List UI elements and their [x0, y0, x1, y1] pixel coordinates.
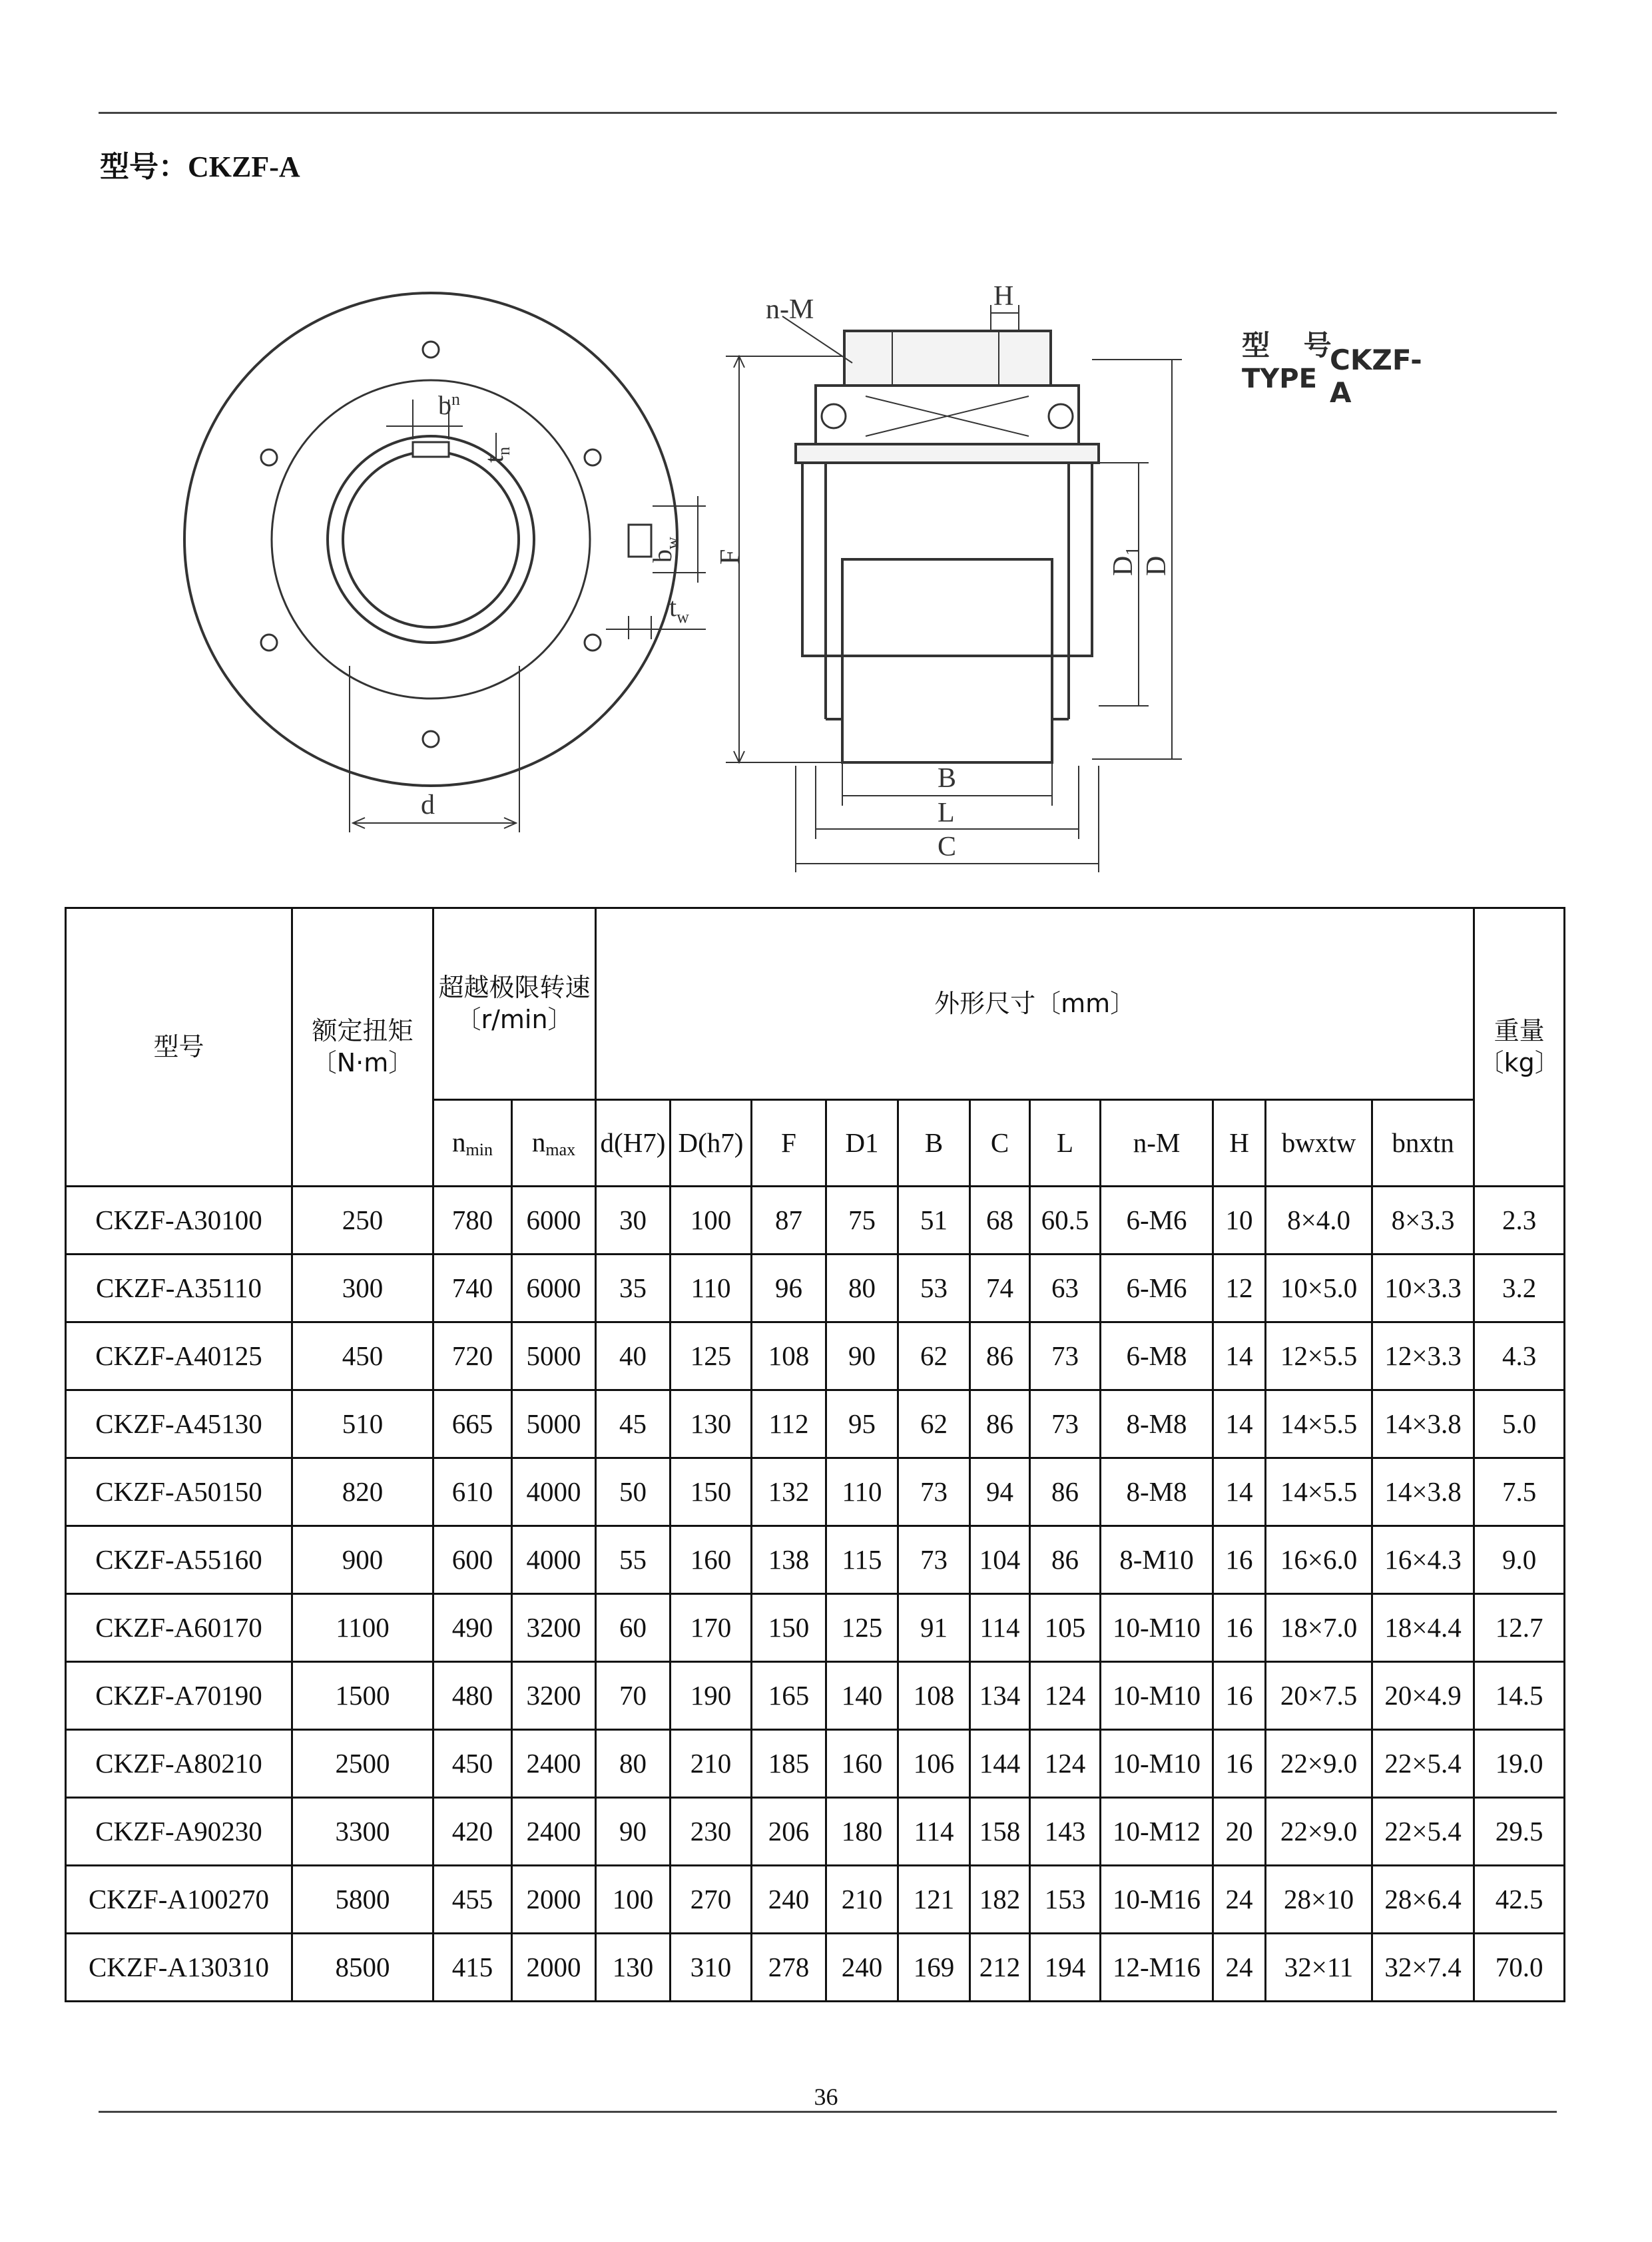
cell-bwtw: 14×5.5: [1266, 1458, 1372, 1526]
table-row: [66, 1390, 1565, 1458]
cell-nM: 10-M10: [1101, 1730, 1213, 1798]
header-torque-unit: 〔N·m〕: [311, 1047, 414, 1077]
cell-nmax: 3200: [512, 1594, 596, 1662]
cell-bntn: 8×3.3: [1372, 1187, 1474, 1255]
cell-nM: 8-M8: [1101, 1458, 1213, 1526]
cell-bwtw: 18×7.0: [1266, 1594, 1372, 1662]
cell-D: 125: [671, 1322, 752, 1390]
cell-weight: 19.0: [1474, 1730, 1565, 1798]
type-badge-model: CKZF-A: [1330, 344, 1422, 409]
cell-D1: 210: [826, 1866, 898, 1934]
cell-nM: 10-M10: [1101, 1662, 1213, 1730]
cell-L: 124: [1030, 1662, 1101, 1730]
cell-d: 35: [596, 1255, 671, 1322]
cell-D1: 80: [826, 1255, 898, 1322]
cell-bntn: 14×3.8: [1372, 1390, 1474, 1458]
label-C: C: [938, 832, 957, 862]
cell-weight: 14.5: [1474, 1662, 1565, 1730]
label-B: B: [938, 763, 957, 794]
cell-d: 130: [596, 1934, 671, 2002]
cell-bwtw: 10×5.0: [1266, 1255, 1372, 1322]
cell-D: 100: [671, 1187, 752, 1255]
cell-D: 170: [671, 1594, 752, 1662]
cell-D: 210: [671, 1730, 752, 1798]
svg-text:D1: [1108, 547, 1143, 576]
cell-nM: 8-M8: [1101, 1390, 1213, 1458]
label-bw-sub: w: [663, 537, 682, 549]
label-tw-sub: w: [677, 607, 689, 627]
cell-nM: 8-M10: [1101, 1526, 1213, 1594]
cell-bntn: 32×7.4: [1372, 1934, 1474, 2002]
cell-nmax: 5000: [512, 1390, 596, 1458]
cell-D: 310: [671, 1934, 752, 2002]
header-torque: [292, 908, 433, 1187]
cell-bwtw: 14×5.5: [1266, 1390, 1372, 1458]
cell-bwtw: 20×7.5: [1266, 1662, 1372, 1730]
cell-D: 190: [671, 1662, 752, 1730]
cell-bwtw: 8×4.0: [1266, 1187, 1372, 1255]
cell-d: 30: [596, 1187, 671, 1255]
header-C: C: [970, 1100, 1030, 1187]
label-nM: n-M: [766, 294, 814, 325]
side-view: [796, 331, 1099, 762]
spec-table: [65, 907, 1565, 2002]
cell-torque: 2500: [292, 1730, 433, 1798]
cell-F: 96: [752, 1255, 826, 1322]
cell-H: 24: [1213, 1866, 1266, 1934]
cell-D1: 90: [826, 1322, 898, 1390]
cell-nmin: 610: [433, 1458, 512, 1526]
cell-model: CKZF-A30100: [66, 1187, 292, 1255]
header-model: 型号: [66, 908, 292, 1187]
cell-model: CKZF-A35110: [66, 1255, 292, 1322]
cell-C: 158: [970, 1798, 1030, 1866]
cell-torque: 1100: [292, 1594, 433, 1662]
cell-F: 278: [752, 1934, 826, 2002]
cell-d: 100: [596, 1866, 671, 1934]
header-nmin-sub: min: [465, 1139, 493, 1159]
cell-H: 14: [1213, 1458, 1266, 1526]
cell-bwtw: 22×9.0: [1266, 1730, 1372, 1798]
cell-C: 144: [970, 1730, 1030, 1798]
header-nM: n-M: [1101, 1100, 1213, 1187]
cell-d: 60: [596, 1594, 671, 1662]
cell-nmin: 420: [433, 1798, 512, 1866]
label-L: L: [938, 798, 955, 828]
heading-label: 型号：: [100, 150, 188, 184]
header-D: D(h7): [671, 1100, 752, 1187]
label-bw: b: [647, 549, 677, 563]
cell-B: 169: [898, 1934, 970, 2002]
header-weight-unit: 〔kg〕: [1478, 1047, 1560, 1077]
cell-weight: 7.5: [1474, 1458, 1565, 1526]
cell-bntn: 22×5.4: [1372, 1798, 1474, 1866]
header-speed-unit: 〔r/min〕: [455, 1004, 573, 1034]
header-B: B: [898, 1100, 970, 1187]
cell-nmin: 450: [433, 1730, 512, 1798]
cell-H: 14: [1213, 1322, 1266, 1390]
cell-nmin: 415: [433, 1934, 512, 2002]
cell-nM: 6-M6: [1101, 1187, 1213, 1255]
cell-D: 130: [671, 1390, 752, 1458]
cell-nmax: 2000: [512, 1866, 596, 1934]
header-H: H: [1213, 1100, 1266, 1187]
label-bn: b: [438, 390, 451, 420]
cell-B: 73: [898, 1526, 970, 1594]
cell-d: 55: [596, 1526, 671, 1594]
header-F: F: [752, 1100, 826, 1187]
type-badge: [1242, 324, 1422, 409]
front-view-labels: [421, 390, 689, 820]
cell-L: 86: [1030, 1526, 1101, 1594]
label-D: D: [1141, 555, 1172, 576]
cell-H: 16: [1213, 1662, 1266, 1730]
cell-bntn: 28×6.4: [1372, 1866, 1474, 1934]
cell-L: 124: [1030, 1730, 1101, 1798]
cell-D: 230: [671, 1798, 752, 1866]
header-nmin: [433, 1100, 512, 1187]
cell-D: 150: [671, 1458, 752, 1526]
cell-model: CKZF-A90230: [66, 1798, 292, 1866]
svg-text:bn: [438, 390, 460, 420]
cell-bwtw: 12×5.5: [1266, 1322, 1372, 1390]
cell-nmax: 6000: [512, 1255, 596, 1322]
cell-bwtw: 32×11: [1266, 1934, 1372, 2002]
header-bwtw: bwxtw: [1266, 1100, 1372, 1187]
cell-F: 87: [752, 1187, 826, 1255]
header-speed-label: 超越极限转速: [438, 973, 591, 1002]
cell-B: 62: [898, 1390, 970, 1458]
cell-H: 10: [1213, 1187, 1266, 1255]
cell-model: CKZF-A55160: [66, 1526, 292, 1594]
cell-C: 212: [970, 1934, 1030, 2002]
cell-weight: 5.0: [1474, 1390, 1565, 1458]
cell-D: 160: [671, 1526, 752, 1594]
cell-B: 51: [898, 1187, 970, 1255]
cell-weight: 42.5: [1474, 1866, 1565, 1934]
cell-torque: 8500: [292, 1934, 433, 2002]
cell-C: 94: [970, 1458, 1030, 1526]
cell-L: 86: [1030, 1458, 1101, 1526]
cell-C: 104: [970, 1526, 1030, 1594]
cell-B: 114: [898, 1798, 970, 1866]
header-L: L: [1030, 1100, 1101, 1187]
cell-model: CKZF-A50150: [66, 1458, 292, 1526]
cell-d: 45: [596, 1390, 671, 1458]
cell-F: 206: [752, 1798, 826, 1866]
label-D1-sub: 1: [1123, 546, 1143, 556]
label-tn: t: [479, 455, 509, 463]
cell-nmin: 780: [433, 1187, 512, 1255]
table-row: [66, 1934, 1565, 2002]
cell-C: 134: [970, 1662, 1030, 1730]
cell-model: CKZF-A45130: [66, 1390, 292, 1458]
svg-text:tw: [669, 592, 689, 627]
cell-nmin: 720: [433, 1322, 512, 1390]
cell-B: 73: [898, 1458, 970, 1526]
cell-nmin: 455: [433, 1866, 512, 1934]
cell-H: 16: [1213, 1594, 1266, 1662]
cell-weight: 9.0: [1474, 1526, 1565, 1594]
cell-model: CKZF-A80210: [66, 1730, 292, 1798]
cell-C: 86: [970, 1390, 1030, 1458]
cell-D1: 160: [826, 1730, 898, 1798]
label-bn-sub: n: [451, 390, 460, 409]
cell-L: 73: [1030, 1390, 1101, 1458]
cell-d: 50: [596, 1458, 671, 1526]
cell-d: 80: [596, 1730, 671, 1798]
label-d: d: [421, 790, 435, 820]
cell-B: 62: [898, 1322, 970, 1390]
cell-torque: 250: [292, 1187, 433, 1255]
table-row: [66, 1322, 1565, 1390]
cell-C: 114: [970, 1594, 1030, 1662]
cell-D1: 115: [826, 1526, 898, 1594]
cell-bntn: 10×3.3: [1372, 1255, 1474, 1322]
type-badge-line2: TYPE: [1242, 364, 1317, 394]
bottom-rule: [99, 2111, 1557, 2113]
cell-H: 20: [1213, 1798, 1266, 1866]
cell-torque: 450: [292, 1322, 433, 1390]
header-bntn: bnxtn: [1372, 1100, 1474, 1187]
cell-weight: 2.3: [1474, 1187, 1565, 1255]
cell-B: 106: [898, 1730, 970, 1798]
cell-nmax: 3200: [512, 1662, 596, 1730]
technical-drawing: [0, 0, 1652, 886]
cell-nM: 10-M12: [1101, 1798, 1213, 1866]
table-row: [66, 1526, 1565, 1594]
table-row: [66, 1458, 1565, 1526]
cell-L: 60.5: [1030, 1187, 1101, 1255]
label-tw: t: [669, 592, 677, 622]
cell-C: 68: [970, 1187, 1030, 1255]
cell-model: CKZF-A130310: [66, 1934, 292, 2002]
cell-nmin: 480: [433, 1662, 512, 1730]
cell-F: 185: [752, 1730, 826, 1798]
cell-F: 132: [752, 1458, 826, 1526]
cell-bntn: 12×3.3: [1372, 1322, 1474, 1390]
label-tn-sub: n: [494, 446, 513, 455]
cell-L: 153: [1030, 1866, 1101, 1934]
cell-F: 112: [752, 1390, 826, 1458]
cell-weight: 70.0: [1474, 1934, 1565, 2002]
cell-d: 70: [596, 1662, 671, 1730]
cell-nM: 12-M16: [1101, 1934, 1213, 2002]
cell-H: 16: [1213, 1730, 1266, 1798]
cell-F: 108: [752, 1322, 826, 1390]
cell-nmax: 6000: [512, 1187, 596, 1255]
cell-d: 40: [596, 1322, 671, 1390]
table-row: [66, 1866, 1565, 1934]
type-badge-line1: 型 号: [1242, 329, 1344, 362]
cell-D1: 75: [826, 1187, 898, 1255]
cell-H: 12: [1213, 1255, 1266, 1322]
header-nmax-base: n: [531, 1126, 546, 1157]
cell-B: 91: [898, 1594, 970, 1662]
cell-model: CKZF-A60170: [66, 1594, 292, 1662]
cell-H: 14: [1213, 1390, 1266, 1458]
label-H: H: [993, 281, 1014, 312]
cell-H: 16: [1213, 1526, 1266, 1594]
cell-nmin: 490: [433, 1594, 512, 1662]
cell-model: CKZF-A40125: [66, 1322, 292, 1390]
cell-model: CKZF-A100270: [66, 1866, 292, 1934]
cell-nmax: 2400: [512, 1798, 596, 1866]
cell-bwtw: 16×6.0: [1266, 1526, 1372, 1594]
heading-model: CKZF-A: [188, 150, 300, 183]
svg-text:tn: [479, 447, 513, 463]
cell-nmin: 600: [433, 1526, 512, 1594]
table-row: [66, 1662, 1565, 1730]
cell-nmax: 2000: [512, 1934, 596, 2002]
cell-bwtw: 28×10: [1266, 1866, 1372, 1934]
page-number: 36: [814, 2084, 838, 2110]
cell-L: 105: [1030, 1594, 1101, 1662]
header-nmin-base: n: [452, 1126, 466, 1157]
cell-bntn: 14×3.8: [1372, 1458, 1474, 1526]
table-row: [66, 1255, 1565, 1322]
cell-D1: 95: [826, 1390, 898, 1458]
header-torque-label: 额定扭矩: [312, 1016, 413, 1045]
cell-d: 90: [596, 1798, 671, 1866]
table-row: [66, 1187, 1565, 1255]
header-weight-label: 重量: [1494, 1016, 1545, 1045]
label-F: F: [715, 549, 746, 565]
cell-L: 143: [1030, 1798, 1101, 1866]
cell-torque: 300: [292, 1255, 433, 1322]
cell-D: 110: [671, 1255, 752, 1322]
cell-nmax: 4000: [512, 1458, 596, 1526]
cell-B: 53: [898, 1255, 970, 1322]
cell-bntn: 20×4.9: [1372, 1662, 1474, 1730]
cell-F: 240: [752, 1866, 826, 1934]
cell-bwtw: 22×9.0: [1266, 1798, 1372, 1866]
cell-nmax: 5000: [512, 1322, 596, 1390]
cell-nM: 6-M6: [1101, 1255, 1213, 1322]
cell-bntn: 22×5.4: [1372, 1730, 1474, 1798]
table-row: [66, 1594, 1565, 1662]
header-d: d(H7): [596, 1100, 671, 1187]
cell-D1: 125: [826, 1594, 898, 1662]
header-weight: [1474, 908, 1565, 1187]
cell-torque: 1500: [292, 1662, 433, 1730]
cell-B: 121: [898, 1866, 970, 1934]
cell-model: CKZF-A70190: [66, 1662, 292, 1730]
cell-F: 150: [752, 1594, 826, 1662]
cell-torque: 510: [292, 1390, 433, 1458]
cell-torque: 5800: [292, 1866, 433, 1934]
cell-H: 24: [1213, 1934, 1266, 2002]
cell-D1: 110: [826, 1458, 898, 1526]
cell-weight: 4.3: [1474, 1322, 1565, 1390]
cell-nM: 6-M8: [1101, 1322, 1213, 1390]
cell-nmin: 740: [433, 1255, 512, 1322]
cell-torque: 3300: [292, 1798, 433, 1866]
header-D1: D1: [826, 1100, 898, 1187]
front-view: [184, 293, 706, 832]
label-D1: D: [1108, 555, 1139, 576]
svg-text:bw: [647, 537, 682, 563]
cell-weight: 3.2: [1474, 1255, 1565, 1322]
cell-bntn: 16×4.3: [1372, 1526, 1474, 1594]
cell-nM: 10-M10: [1101, 1594, 1213, 1662]
cell-L: 194: [1030, 1934, 1101, 2002]
cell-torque: 820: [292, 1458, 433, 1526]
cell-weight: 29.5: [1474, 1798, 1565, 1866]
cell-D1: 240: [826, 1934, 898, 2002]
cell-F: 165: [752, 1662, 826, 1730]
cell-torque: 900: [292, 1526, 433, 1594]
cell-nmax: 4000: [512, 1526, 596, 1594]
cell-B: 108: [898, 1662, 970, 1730]
cell-L: 63: [1030, 1255, 1101, 1322]
header-nmax: [512, 1100, 596, 1187]
cell-L: 73: [1030, 1322, 1101, 1390]
header-nmax-sub: max: [545, 1139, 576, 1159]
cell-C: 182: [970, 1866, 1030, 1934]
cell-C: 86: [970, 1322, 1030, 1390]
cell-D1: 180: [826, 1798, 898, 1866]
table-row: [66, 1730, 1565, 1798]
cell-nmin: 665: [433, 1390, 512, 1458]
cell-C: 74: [970, 1255, 1030, 1322]
cell-nmax: 2400: [512, 1730, 596, 1798]
header-speed: [433, 908, 596, 1100]
cell-D1: 140: [826, 1662, 898, 1730]
cell-weight: 12.7: [1474, 1594, 1565, 1662]
header-row-1: [66, 908, 1565, 1100]
table-row: [66, 1798, 1565, 1866]
cell-nM: 10-M16: [1101, 1866, 1213, 1934]
cell-bntn: 18×4.4: [1372, 1594, 1474, 1662]
header-dimensions: 外形尺寸〔mm〕: [596, 908, 1474, 1100]
cell-F: 138: [752, 1526, 826, 1594]
cell-D: 270: [671, 1866, 752, 1934]
